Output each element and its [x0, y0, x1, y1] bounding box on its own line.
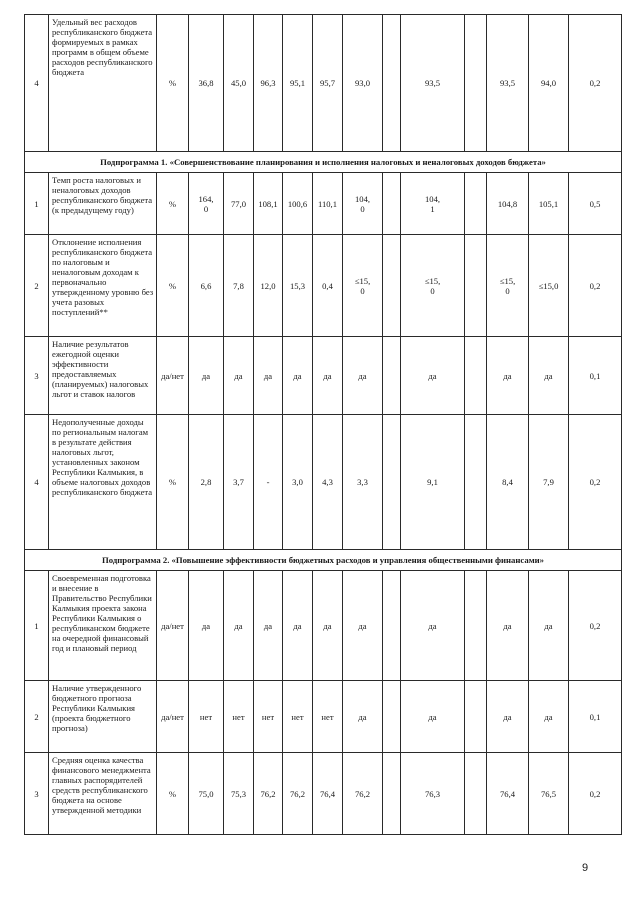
subprogram-title: Подпрограмма 2. «Повышение эффективности бюджетных расходов и управления общественными финансами» [25, 550, 622, 571]
value-cell: 77,0 [224, 173, 254, 235]
value-cell: 0,2 [569, 235, 622, 337]
value-cell: да [224, 571, 254, 681]
value-cell: 93,0 [343, 15, 383, 152]
value-cell [383, 415, 401, 550]
value-cell [465, 681, 487, 753]
value-cell: 4,3 [313, 415, 343, 550]
subprogram-row [25, 550, 622, 571]
value-cell: да [487, 337, 529, 415]
unit-cell: да/нет [157, 571, 189, 681]
value-cell [383, 235, 401, 337]
value-cell: да [529, 571, 569, 681]
value-cell: 45,0 [224, 15, 254, 152]
value-cell: да [401, 571, 465, 681]
value-cell: 3,0 [283, 415, 313, 550]
value-cell: 15,3 [283, 235, 313, 337]
value-cell: 2,8 [189, 415, 224, 550]
indicator-name-cell: Удельный вес расходов республиканского бюджета формируемых в рамках программ в общем объеме расходов республиканского бюджета [49, 15, 157, 152]
row-number-cell: 4 [25, 15, 49, 152]
row-number-cell: 3 [25, 337, 49, 415]
table-row [25, 15, 622, 152]
value-cell: 105,1 [529, 173, 569, 235]
value-cell: - [254, 415, 283, 550]
value-cell: 76,2 [343, 753, 383, 835]
row-number-cell: 2 [25, 681, 49, 753]
value-cell: да [189, 337, 224, 415]
unit-cell: да/нет [157, 337, 189, 415]
unit-cell: да/нет [157, 681, 189, 753]
value-cell [465, 415, 487, 550]
indicator-name-cell: Темп роста налоговых и неналоговых доходов республиканского бюджета (к предыдущему году) [49, 173, 157, 235]
value-cell: нет [313, 681, 343, 753]
value-cell: 0,2 [569, 15, 622, 152]
unit-cell: % [157, 173, 189, 235]
value-cell: 104, 0 [343, 173, 383, 235]
table-row [25, 235, 622, 337]
indicator-name-cell: Отклонение исполнения республиканского бюджета по налоговым и неналоговым доходам к первоначально утвержденному уровню без учета разовых поступлений** [49, 235, 157, 337]
value-cell: 76,4 [313, 753, 343, 835]
value-cell: да [529, 337, 569, 415]
table-row [25, 173, 622, 235]
unit-cell: % [157, 415, 189, 550]
value-cell: 76,3 [401, 753, 465, 835]
value-cell: 0,4 [313, 235, 343, 337]
value-cell: 76,4 [487, 753, 529, 835]
value-cell [383, 337, 401, 415]
value-cell: 76,2 [283, 753, 313, 835]
unit-cell: % [157, 15, 189, 152]
value-cell: 94,0 [529, 15, 569, 152]
value-cell: нет [283, 681, 313, 753]
value-cell: 12,0 [254, 235, 283, 337]
value-cell: ≤15, 0 [401, 235, 465, 337]
table-row [25, 415, 622, 550]
value-cell: 76,5 [529, 753, 569, 835]
value-cell: 93,5 [487, 15, 529, 152]
value-cell: да [401, 337, 465, 415]
value-cell [383, 173, 401, 235]
value-cell: 95,7 [313, 15, 343, 152]
value-cell: 0,1 [569, 681, 622, 753]
value-cell: 0,2 [569, 415, 622, 550]
value-cell: да [189, 571, 224, 681]
value-cell: да [401, 681, 465, 753]
value-cell: ≤15, 0 [343, 235, 383, 337]
indicator-name-cell: Своевременная подготовка и внесение в Правительство Республики Калмыкия проекта закона Республики Калмыкия о республиканском бюджете на очередной финансовый год и плановый период [49, 571, 157, 681]
row-number-cell: 2 [25, 235, 49, 337]
value-cell: да [487, 571, 529, 681]
table-row [25, 337, 622, 415]
value-cell: 8,4 [487, 415, 529, 550]
value-cell: 104,8 [487, 173, 529, 235]
indicator-name-cell: Недополученные доходы по региональным налогам в результате действия налоговых льгот, установленных законом Республики Калмыкия, в объеме налоговых доходов республиканского бюджета [49, 415, 157, 550]
value-cell: 9,1 [401, 415, 465, 550]
indicators-table [24, 14, 622, 835]
table-row [25, 753, 622, 835]
value-cell: нет [224, 681, 254, 753]
row-number-cell: 3 [25, 753, 49, 835]
value-cell: да [343, 681, 383, 753]
value-cell: 104, 1 [401, 173, 465, 235]
indicator-name-cell: Наличие утвержденного бюджетного прогноза Республики Калмыкия (проекта бюджетного прогноза) [49, 681, 157, 753]
value-cell [465, 15, 487, 152]
value-cell: 76,2 [254, 753, 283, 835]
value-cell: 7,9 [529, 415, 569, 550]
value-cell: 93,5 [401, 15, 465, 152]
value-cell [383, 753, 401, 835]
unit-cell: % [157, 753, 189, 835]
value-cell: 75,3 [224, 753, 254, 835]
subprogram-title: Подпрограмма 1. «Совершенствование планирования и исполнения налоговых и неналоговых доходов бюджета» [25, 152, 622, 173]
value-cell: да [313, 571, 343, 681]
unit-cell: % [157, 235, 189, 337]
value-cell: ≤15, 0 [487, 235, 529, 337]
value-cell: да [224, 337, 254, 415]
value-cell [383, 681, 401, 753]
value-cell: нет [254, 681, 283, 753]
value-cell: да [283, 337, 313, 415]
value-cell [465, 235, 487, 337]
value-cell: 0,2 [569, 753, 622, 835]
value-cell: да [343, 337, 383, 415]
indicator-name-cell: Наличие результатов ежегодной оценки эффективности предоставляемых (планируемых) налоговых льгот и ставок налогов [49, 337, 157, 415]
value-cell: 75,0 [189, 753, 224, 835]
value-cell: 3,7 [224, 415, 254, 550]
value-cell: да [343, 571, 383, 681]
page-number: 9 [582, 862, 589, 874]
table-row [25, 571, 622, 681]
value-cell: нет [189, 681, 224, 753]
row-number-cell: 1 [25, 571, 49, 681]
value-cell: да [313, 337, 343, 415]
indicator-name-cell: Средняя оценка качества финансового менеджмента главных распорядителей средств республиканского бюджета на основе утвержденной методики [49, 753, 157, 835]
value-cell: да [283, 571, 313, 681]
value-cell [465, 173, 487, 235]
value-cell: да [254, 571, 283, 681]
row-number-cell: 4 [25, 415, 49, 550]
value-cell: ≤15,0 [529, 235, 569, 337]
value-cell: 96,3 [254, 15, 283, 152]
value-cell [383, 15, 401, 152]
value-cell: да [529, 681, 569, 753]
value-cell [465, 337, 487, 415]
value-cell: 108,1 [254, 173, 283, 235]
value-cell: 164, 0 [189, 173, 224, 235]
row-number-cell: 1 [25, 173, 49, 235]
subprogram-row [25, 152, 622, 173]
value-cell: 0,1 [569, 337, 622, 415]
value-cell: да [487, 681, 529, 753]
value-cell [465, 571, 487, 681]
value-cell: 100,6 [283, 173, 313, 235]
value-cell [465, 753, 487, 835]
value-cell: 36,8 [189, 15, 224, 152]
table-row [25, 681, 622, 753]
value-cell: 6,6 [189, 235, 224, 337]
value-cell [383, 571, 401, 681]
value-cell: 0,5 [569, 173, 622, 235]
value-cell: 110,1 [313, 173, 343, 235]
value-cell: 3,3 [343, 415, 383, 550]
value-cell: 7,8 [224, 235, 254, 337]
value-cell: 0,2 [569, 571, 622, 681]
value-cell: да [254, 337, 283, 415]
value-cell: 95,1 [283, 15, 313, 152]
